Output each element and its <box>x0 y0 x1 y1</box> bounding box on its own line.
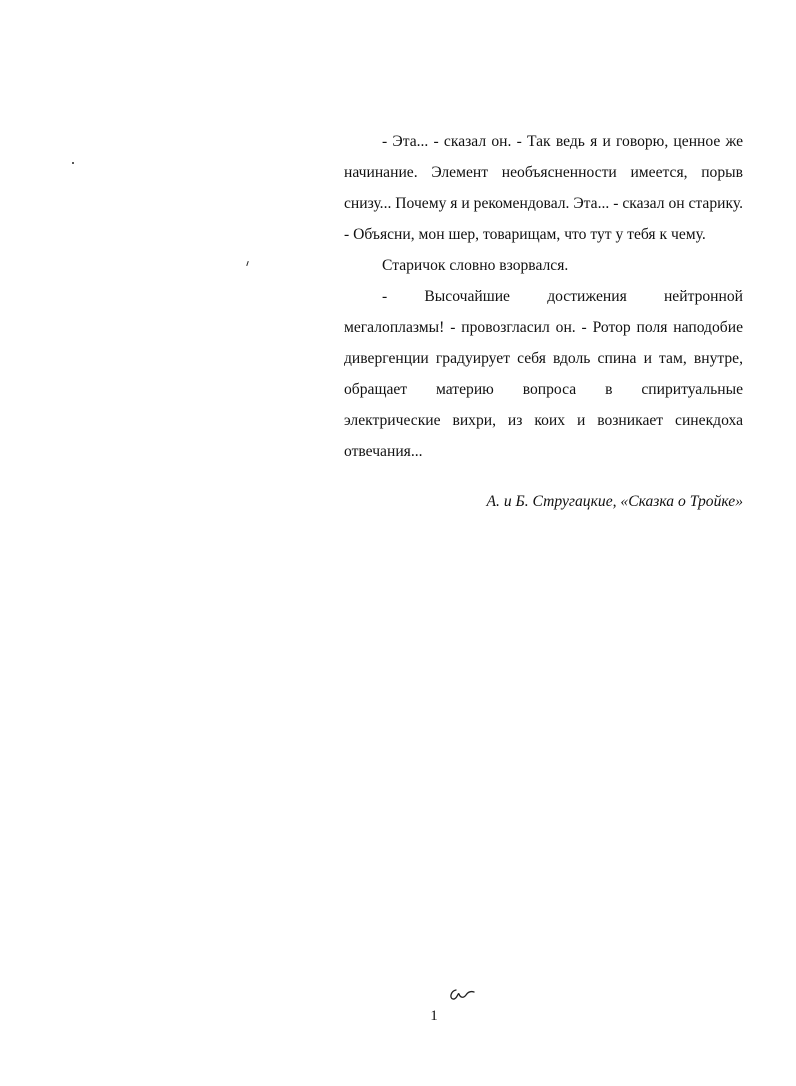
scan-speck <box>72 162 74 164</box>
scan-speck <box>246 261 248 266</box>
page-number: 1 <box>430 1008 438 1024</box>
epigraph-paragraph: - Эта... - сказал он. - Так ведь я и говорю, ценное же начинание. Элемент необъясненности имеется, порыв снизу... Почему я и рекомендовал. Эта... - сказал он старику. - Объясни, мон шер, товарищам, что тут у тебя к чему. <box>344 133 743 243</box>
epigraph-paragraph: - Высочайшие достижения нейтронной мегалоплазмы! - провозгласил он. - Ротор поля наподобие дивергенции градуирует себя вдоль спина и там, внутре, обращает материю вопроса в спиритуальные электрические вихри, из коих и возникает синекдоха отвечания... <box>344 288 743 460</box>
epigraph-paragraph: Старичок словно взорвался. <box>382 257 569 274</box>
epigraph-attribution: А. и Б. Стругацкие, «Сказка о Тройке» <box>486 493 743 510</box>
epigraph <box>344 126 743 467</box>
handwritten-initial-icon <box>447 986 475 1002</box>
